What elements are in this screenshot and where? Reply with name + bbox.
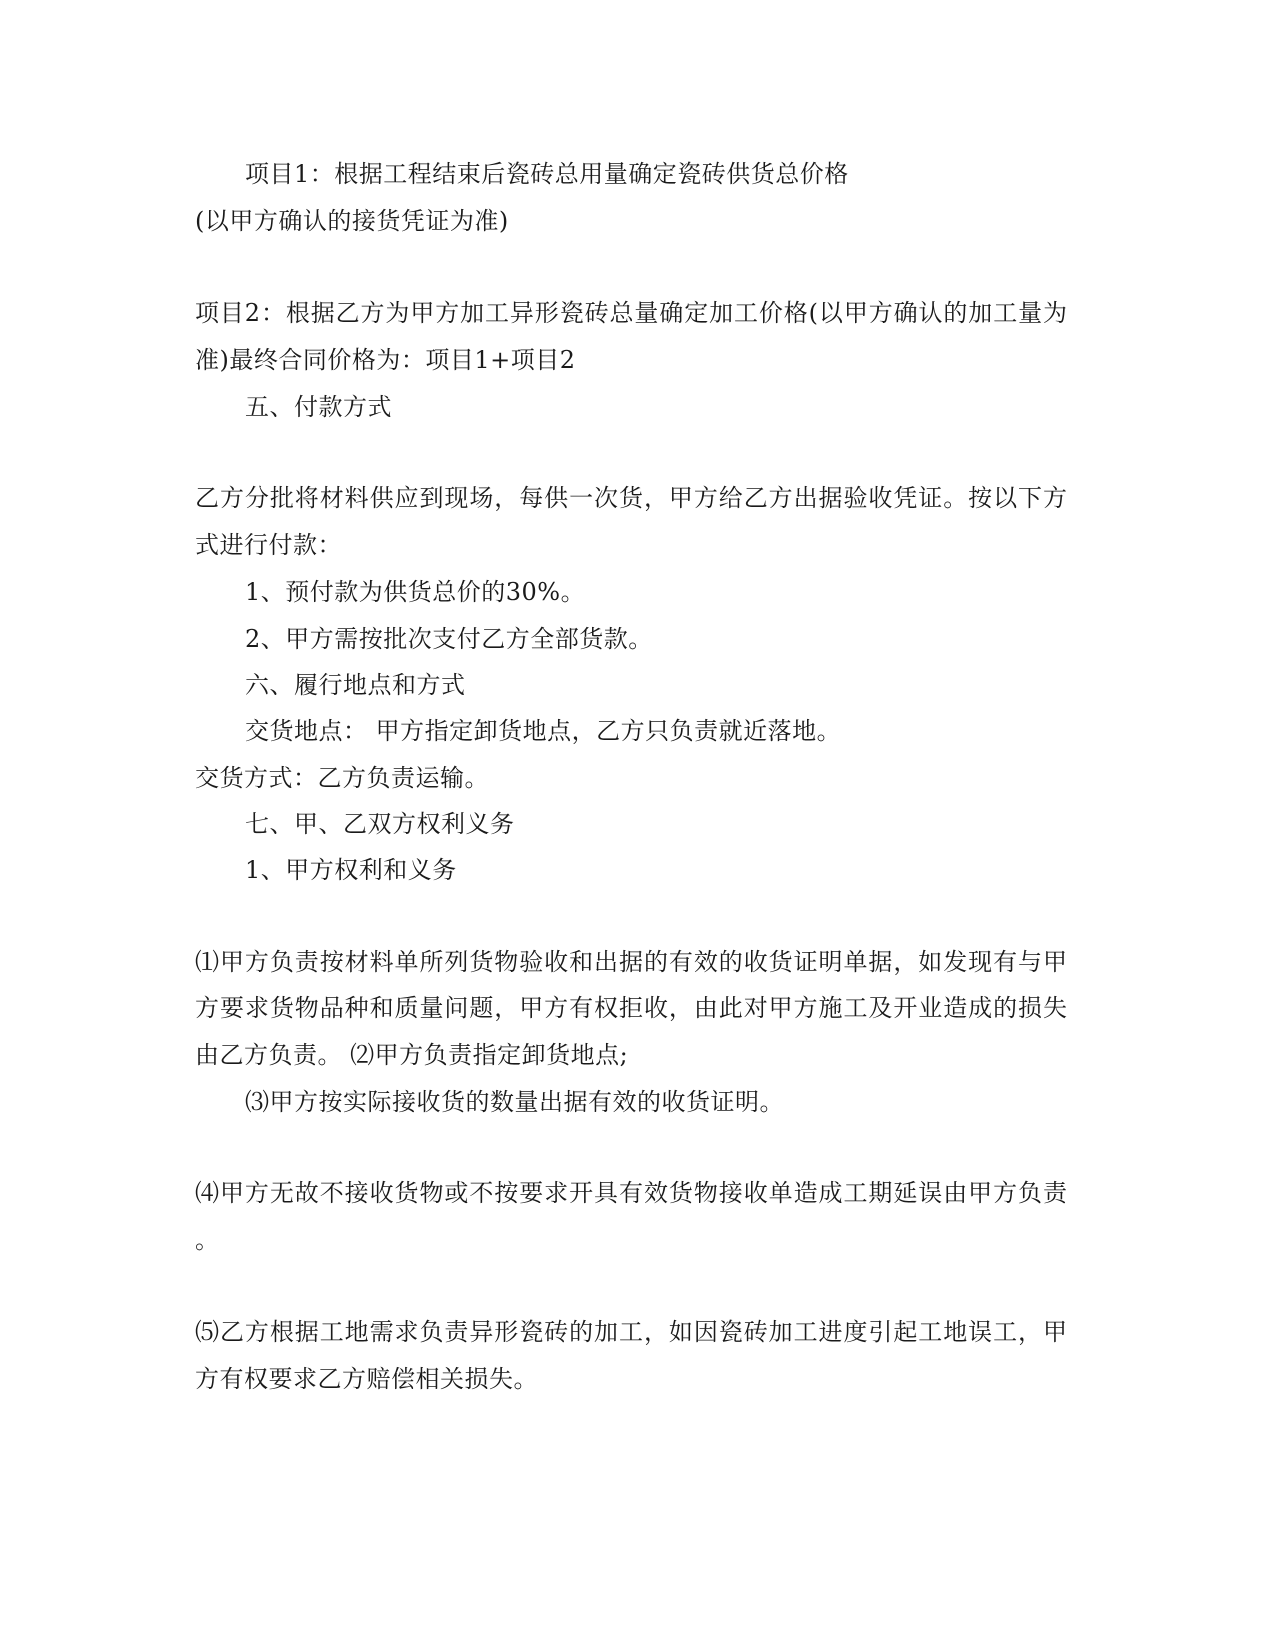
clause-4-line: ⑷甲方无故不接收货物或不按要求开具有效货物接收单造成工期延误由甲方负责 bbox=[195, 1179, 1067, 1207]
payment-paragraph-cont: 式进行付款： bbox=[195, 531, 342, 559]
item-1-note: (以甲方确认的接货凭证为准) bbox=[195, 207, 509, 235]
payment-paragraph: 乙方分批将材料供应到现场，每供一次货，甲方给乙方出据验收凭证。按以下方 bbox=[195, 484, 1067, 512]
clause-1-2-line: 由乙方负责。 ⑵甲方负责指定卸货地点; bbox=[195, 1041, 629, 1069]
section-6-heading: 六、履行地点和方式 bbox=[245, 671, 466, 699]
delivery-location: 交货地点： 甲方指定卸货地点，乙方只负责就近落地。 bbox=[245, 717, 842, 745]
section-5-heading: 五、付款方式 bbox=[245, 393, 392, 421]
party-a-rights-heading: 1、甲方权利和义务 bbox=[245, 856, 457, 884]
item-2-line-cont: 准)最终合同价格为：项目1+项目2 bbox=[195, 346, 576, 374]
payment-item-1: 1、预付款为供货总价的30%。 bbox=[245, 578, 586, 606]
payment-item-2: 2、甲方需按批次支付乙方全部货款。 bbox=[245, 625, 653, 653]
clause-1-line-2: 方要求货物品种和质量问题，甲方有权拒收，由此对甲方施工及开业造成的损失 bbox=[195, 994, 1067, 1022]
item-2-line: 项目2：根据乙方为甲方加工异形瓷砖总量确定加工价格(以甲方确认的加工量为 bbox=[195, 299, 1067, 327]
clause-5-line: ⑸乙方根据工地需求负责异形瓷砖的加工，如因瓷砖加工进度引起工地误工，甲 bbox=[195, 1318, 1067, 1346]
clause-3-line: ⑶甲方按实际接收货的数量出据有效的收货证明。 bbox=[245, 1088, 784, 1116]
section-7-heading: 七、甲、乙双方权利义务 bbox=[245, 810, 515, 838]
item-1-line: 项目1：根据工程结束后瓷砖总用量确定瓷砖供货总价格 bbox=[245, 160, 849, 188]
delivery-method: 交货方式：乙方负责运输。 bbox=[195, 764, 489, 792]
clause-5-line-cont: 方有权要求乙方赔偿相关损失。 bbox=[195, 1365, 538, 1393]
clause-4-line-cont: 。 bbox=[195, 1226, 220, 1254]
clause-1-line-1: ⑴甲方负责按材料单所列货物验收和出据的有效的收货证明单据，如发现有与甲 bbox=[195, 948, 1067, 976]
